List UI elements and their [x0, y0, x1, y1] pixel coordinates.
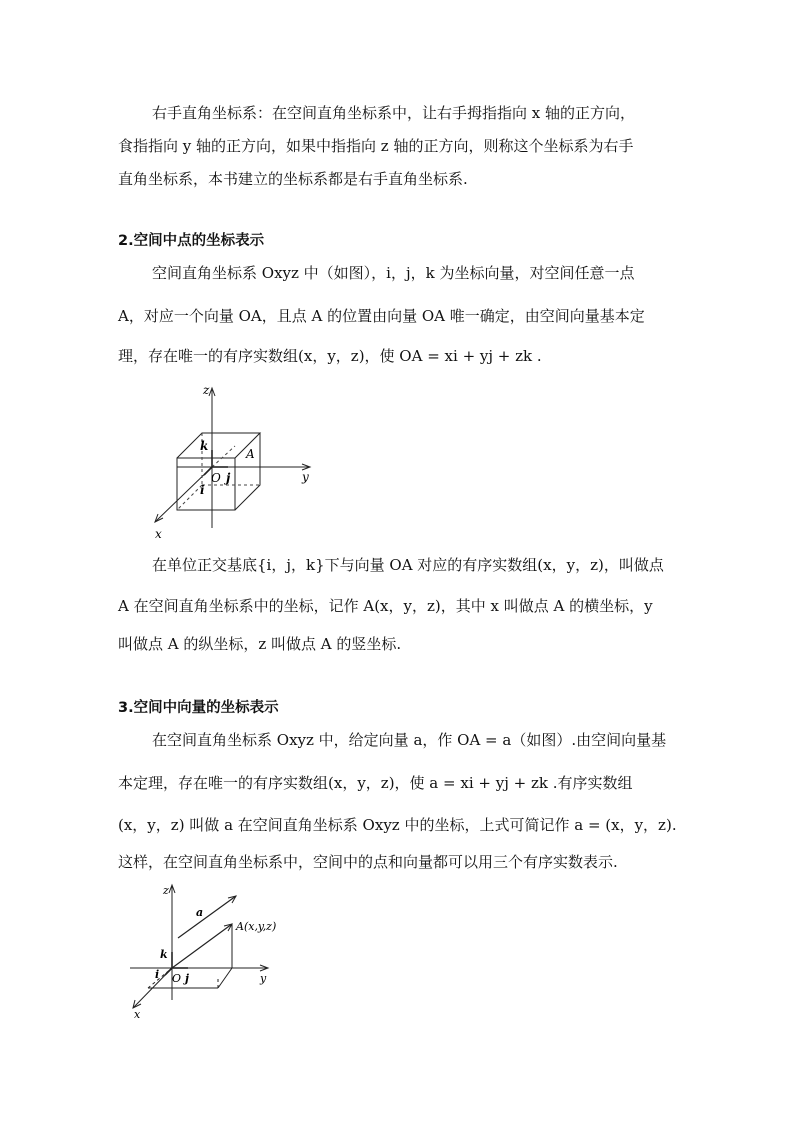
i-label: i	[200, 483, 205, 497]
j-label: j	[185, 972, 189, 985]
vector-a-label: a	[196, 906, 204, 919]
point-a-label: A(x,y,z)	[236, 920, 277, 933]
text-line: 理，存在唯一的有序实数组(x，y，z)，使 OA = xi + yj + zk .	[118, 347, 542, 365]
k-label: k	[160, 948, 168, 961]
text-line: 在单位正交基底{i，j，k}下与向量 OA 对应的有序实数组(x，y，z)，叫做点	[152, 556, 664, 574]
i-vector	[165, 968, 172, 975]
text-line: 空间直角坐标系 Oxyz 中（如图），i，j，k 为坐标向量，对空间任意一点	[152, 264, 635, 282]
j-label: j	[226, 471, 231, 485]
text-line: 本定理，存在唯一的有序实数组(x，y，z)，使 a = xi + yj + zk .有序实数组	[118, 774, 633, 792]
text-line: 直角坐标系，本书建立的坐标系都是右手直角坐标系.	[118, 170, 468, 188]
text-line: 叫做点 A 的纵坐标，z 叫做点 A 的竖坐标.	[118, 635, 402, 653]
text-line: 在空间直角坐标系 Oxyz 中，给定向量 a，作 OA = a（如图）.由空间向量基	[152, 731, 667, 749]
origin-label: O	[211, 471, 221, 485]
point-a-label: A	[246, 447, 255, 461]
section3-heading: 3.空间中向量的坐标表示	[118, 700, 279, 716]
text-line: A 在空间直角坐标系中的坐标，记作 A(x，y，z)，其中 x 叫做点 A 的横坐标，y	[118, 597, 653, 615]
section2-heading: 2.空间中点的坐标表示	[118, 233, 265, 249]
cube-coordinate-figure	[140, 378, 340, 543]
k-label: k	[200, 439, 209, 453]
text-line: 右手直角坐标系：在空间直角坐标系中，让右手拇指指向 x 轴的正方向，	[152, 104, 635, 122]
text-line: 食指指向 y 轴的正方向，如果中指指向 z 轴的正方向，则称这个坐标系为右手	[118, 137, 634, 155]
cube-right-face	[235, 433, 260, 510]
vector-coordinate-figure	[120, 880, 290, 1020]
y-label: y	[260, 972, 267, 985]
x-label: x	[134, 1008, 141, 1020]
z-label: z	[203, 383, 210, 397]
text-line: A，对应一个向量 OA，且点 A 的位置由向量 OA 唯一确定，由空间向量基本定	[118, 307, 645, 325]
vector-a	[178, 896, 236, 938]
origin-label: O	[172, 972, 182, 985]
x-label: x	[155, 527, 162, 541]
z-label: z	[163, 884, 169, 897]
y-label: y	[302, 470, 309, 484]
i-label: i	[155, 968, 160, 981]
text-line: (x，y，z) 叫做 a 在空间直角坐标系 Oxyz 中的坐标，上式可简记作 a = (x，y，z).	[118, 816, 677, 834]
text-line: 这样，在空间直角坐标系中，空间中的点和向量都可以用三个有序实数表示.	[118, 853, 618, 871]
vector-oa	[172, 924, 232, 968]
